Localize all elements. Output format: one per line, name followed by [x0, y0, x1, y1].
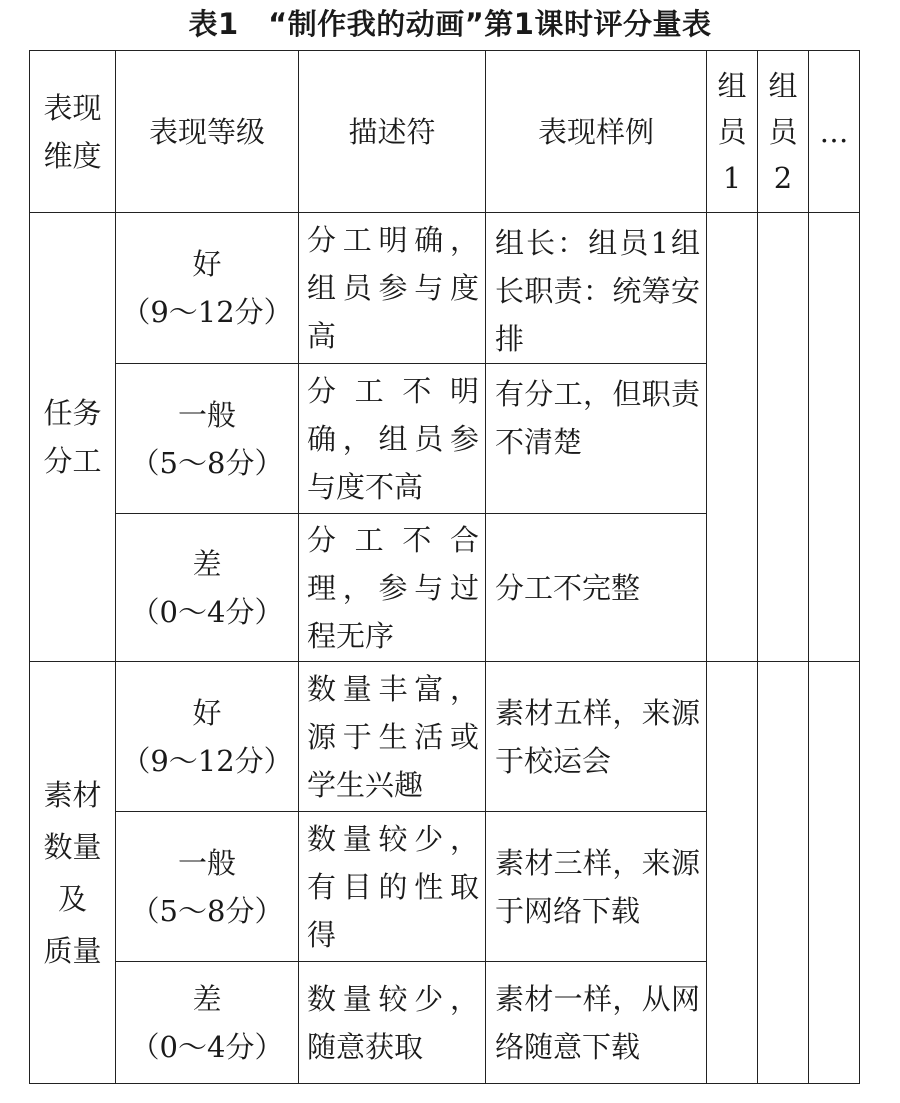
descriptor-cell: 分工明确，组员参与度高 [299, 213, 486, 364]
header-row [30, 51, 860, 213]
member-1-score-cell [707, 213, 758, 662]
grade-cell: 一般 （5～8分） [116, 812, 299, 962]
table-title: 表1 “制作我的动画”第1课时评分量表 [188, 7, 712, 41]
grade-cell: 差 （0～4分） [116, 962, 299, 1084]
header-level: 表现等级 [116, 51, 299, 213]
header-more: … [809, 51, 860, 213]
example-cell: 素材五样，来源于校运会 [486, 662, 707, 812]
header-member-1: 组 员 1 [707, 51, 758, 213]
member-2-score-cell [758, 662, 809, 1084]
descriptor-cell: 分工不合理，参与过程无序 [299, 514, 486, 662]
descriptor-cell: 数量较少，有目的性取得 [299, 812, 486, 962]
example-cell: 组长：组员1组长职责：统筹安排 [486, 213, 707, 364]
header-member-2: 组 员 2 [758, 51, 809, 213]
example-cell: 素材一样，从网络随意下载 [486, 962, 707, 1084]
more-score-cell [809, 213, 860, 662]
table-row [30, 213, 860, 364]
grade-cell: 好 （9～12分） [116, 662, 299, 812]
grade-cell: 差 （0～4分） [116, 514, 299, 662]
dimension-cell-material-quantity-quality: 素材 数量 及 质量 [30, 662, 116, 1084]
more-score-cell [809, 662, 860, 1084]
header-dimension: 表现 维度 [30, 51, 116, 213]
descriptor-cell: 数量较少，随意获取 [299, 962, 486, 1084]
member-2-score-cell [758, 213, 809, 662]
grade-cell: 一般 （5～8分） [116, 364, 299, 514]
member-1-score-cell [707, 662, 758, 1084]
descriptor-cell: 分工不明确，组员参与度不高 [299, 364, 486, 514]
example-cell: 素材三样，来源于网络下载 [486, 812, 707, 962]
header-descriptor: 描述符 [299, 51, 486, 213]
example-cell: 分工不完整 [486, 514, 707, 662]
scoring-rubric-table [29, 50, 860, 1084]
table-row [30, 662, 860, 812]
grade-cell: 好 （9～12分） [116, 213, 299, 364]
dimension-cell-task-division: 任务 分工 [30, 213, 116, 662]
header-example: 表现样例 [486, 51, 707, 213]
descriptor-cell: 数量丰富，源于生活或学生兴趣 [299, 662, 486, 812]
example-cell: 有分工，但职责不清楚 [486, 364, 707, 514]
